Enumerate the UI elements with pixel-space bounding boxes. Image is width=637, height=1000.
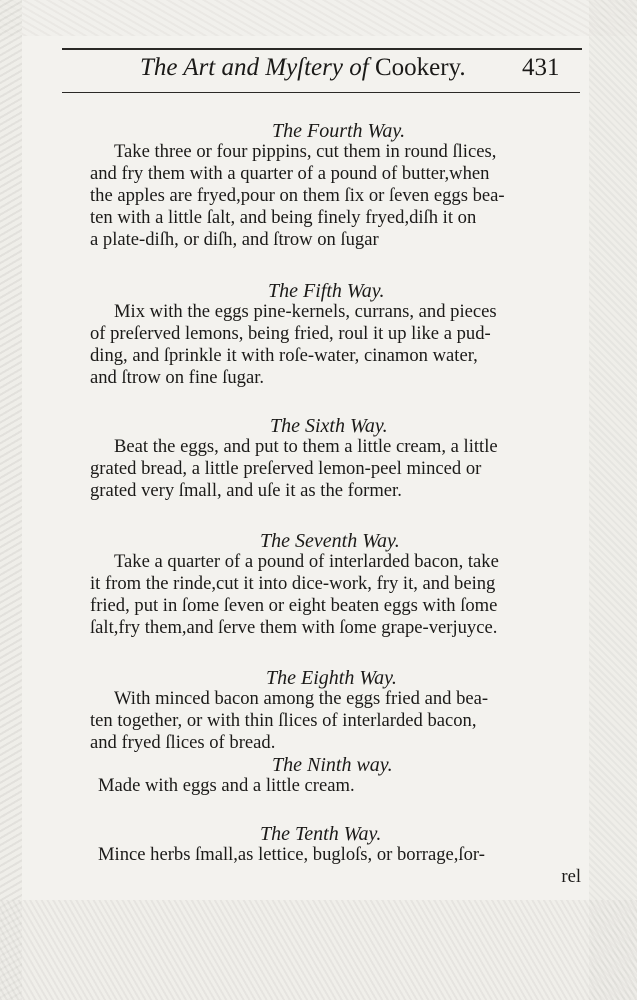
- header-rule-top: [62, 48, 582, 50]
- section-heading: The Ninth way.: [272, 754, 393, 776]
- text-line: the apples are fryed,pour on them ſix or ſeven eggs bea-: [90, 185, 505, 206]
- text-line: ten with a little ſalt, and being finely fryed,diſh it on: [90, 207, 477, 228]
- section-heading: The Sixth Way.: [270, 415, 388, 437]
- section-heading: The Seventh Way.: [260, 530, 400, 552]
- text-line: With minced bacon among the eggs fried and bea-: [114, 688, 489, 709]
- text-line: it from the rinde,cut it into dice-work, fry it, and being: [90, 573, 496, 594]
- running-head: [140, 54, 466, 82]
- text-line: ten together, or with thin ſlices of interlarded bacon,: [90, 710, 477, 731]
- text-line: Beat the eggs, and put to them a little cream, a little: [114, 436, 498, 457]
- text-line: of preſerved lemons, being fried, roul it up like a pud-: [90, 323, 491, 344]
- text-line: Take a quarter of a pound of interlarded bacon, take: [114, 551, 499, 572]
- text-line: grated bread, a little preſerved lemon-peel minced or: [90, 458, 482, 479]
- text-line: and ſtrow on fine ſugar.: [90, 367, 265, 388]
- text-line: Made with eggs and a little cream.: [98, 775, 355, 796]
- header-rule-bottom: [62, 92, 580, 93]
- text-line: Mix with the eggs pine-kernels, currans, and pieces: [114, 301, 497, 322]
- text-line: and fry them with a quarter of a pound of butter,when: [90, 163, 490, 184]
- running-head-italic: The Art and Myſtery of: [140, 54, 369, 81]
- text-line: a plate-diſh, or diſh, and ſtrow on ſugar: [90, 229, 379, 250]
- section-heading: The Fifth Way.: [268, 280, 385, 302]
- scan-edge-right: [589, 0, 637, 1000]
- scan-edge-bottom: [0, 900, 637, 1000]
- scan-edge-top: [0, 0, 637, 36]
- text-line: ſalt,fry them,and ſerve them with ſome grape-verjuyce.: [90, 617, 498, 638]
- section-heading: The Fourth Way.: [272, 120, 406, 142]
- text-line: and fryed ſlices of bread.: [90, 732, 276, 753]
- text-line: Take three or four pippins, cut them in round ſlices,: [114, 141, 497, 162]
- text-line: grated very ſmall, and uſe it as the former.: [90, 480, 402, 501]
- text-line: rel: [561, 866, 581, 887]
- section-heading: The Tenth Way.: [260, 823, 382, 845]
- text-line: Mince herbs ſmall,as lettice, bugloſs, or borrage,ſor-: [98, 844, 485, 865]
- scan-edge-left: [0, 0, 22, 1000]
- section-heading: The Eighth Way.: [266, 667, 397, 689]
- page-number: 431: [522, 54, 560, 81]
- text-line: fried, put in ſome ſeven or eight beaten eggs with ſome: [90, 595, 498, 616]
- text-line: ding, and ſprinkle it with roſe-water, cinamon water,: [90, 345, 478, 366]
- running-head-roman: Cookery.: [374, 54, 466, 81]
